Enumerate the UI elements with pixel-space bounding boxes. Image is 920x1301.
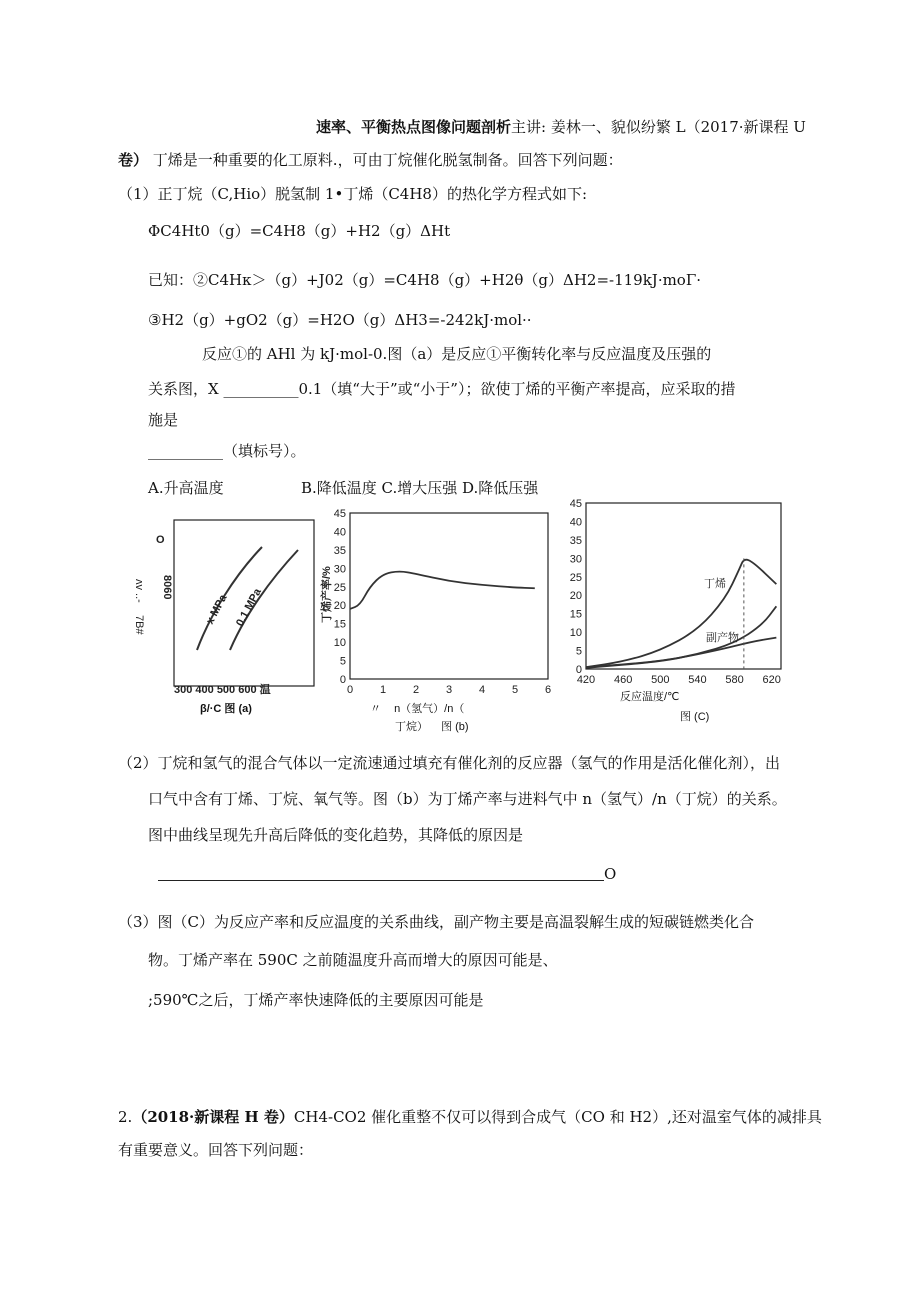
figure-c-xtick: 500 <box>651 674 670 686</box>
figure-a-xticks: 300 400 500 600 温 <box>174 684 271 696</box>
heading-line-1 <box>316 117 806 137</box>
q1-question-a: 反应①的 AHl 为 kJ·mol-0.图（a）是反应①平衡转化率与反应温度及压强的 <box>202 345 712 363</box>
q2-end-mark: O <box>604 865 617 883</box>
q4-number: 2. <box>118 1108 133 1126</box>
figure-b-xtick: 6 <box>544 684 552 696</box>
figure-c-ytick: 5 <box>575 645 582 658</box>
figure-a-curve-01-label: 0.1 MPa <box>234 586 264 629</box>
figure-c-series-line <box>586 560 776 667</box>
q4-line-1 <box>118 1107 822 1127</box>
q1-question-c: 施是 <box>148 411 179 429</box>
figure-b-series-line <box>350 572 535 609</box>
figure-b-ytick: 30 <box>333 563 346 576</box>
figure-c <box>562 495 787 695</box>
figure-b-ytick: 40 <box>333 526 346 539</box>
figure-c-ytick: 0 <box>575 664 582 676</box>
figure-b <box>318 505 558 695</box>
q1-equation-1: ΦC4Ht0（g）=C4H8（g）+H2（g）ΔHt <box>148 222 451 240</box>
figure-a <box>133 515 320 725</box>
q2-line-2: 口气中含有丁烯、丁烷、氧气等。图（b）为丁烯产率与进料气中 n（氢气）/n（丁烷）的关系。 <box>148 790 787 808</box>
q1-equation-2: 已知：②C4Hκ＞（g）+J02（g）=C4H8（g）+H2θ（g）ΔH2=-119kJ·moΓ· <box>148 271 702 289</box>
q4-source: （2018·新课程 H 卷） <box>132 1108 294 1126</box>
figure-b-ylabel: 丁烯产率/% <box>321 566 333 623</box>
figure-b-xtick: 4 <box>478 684 486 696</box>
figure-b-xlabel-row <box>370 700 464 716</box>
figure-b-xtick: 5 <box>511 684 519 696</box>
heading-line-2 <box>118 150 623 170</box>
figure-c-xlabel: 反应温度/℃ <box>620 691 680 703</box>
figure-a-ylabel-misc: ʌv ..- <box>133 579 145 603</box>
figure-b-ytick: 15 <box>333 618 346 631</box>
figure-a-ylabel-num: 8060 <box>161 575 173 600</box>
figure-c-series-line <box>586 606 776 668</box>
figure-c-frame <box>586 503 781 669</box>
figure-b-xtick: 2 <box>412 684 420 696</box>
figure-c-xtick: 460 <box>613 674 633 686</box>
figure-b-ytick: 35 <box>333 544 346 557</box>
figure-b-ytick: 45 <box>333 508 346 520</box>
figure-c-xtick: 540 <box>688 674 707 686</box>
figure-b-ytick: 25 <box>333 581 346 594</box>
lecturer-text: 主讲: 姜林一、貌似纷繁 L（2017·新课程 U <box>511 118 806 136</box>
figure-b-xlabel2: 丁烷） <box>395 721 428 733</box>
figure-b-xlabel-row2 <box>395 718 469 734</box>
figure-b-ytick: 0 <box>339 674 346 686</box>
q2-line-3: 图中曲线呈现先升高后降低的变化趋势，其降低的原因是 <box>148 826 524 844</box>
options-bcd: B.降低温度 C.增大压强 D.降低压强 <box>301 479 539 497</box>
figure-a-svg <box>133 515 320 725</box>
figure-c-ytick: 20 <box>569 590 582 603</box>
figure-c-caption: 图 (C) <box>680 711 710 723</box>
figure-b-caption: 图 (b) <box>441 721 469 733</box>
figure-b-svg <box>318 505 558 695</box>
figure-c-xtick: 620 <box>762 674 781 686</box>
figure-b-ytick: 5 <box>339 655 346 668</box>
figure-c-label-butene: 丁烯 <box>704 578 726 590</box>
figure-c-ytick: 35 <box>569 534 582 547</box>
q3-line-1: （3）图（C）为反应产率和反应温度的关系曲线，副产物主要是高温裂解生成的短碳链燃类化合 <box>118 913 755 931</box>
intro-text: 丁烯是一种重要的化工原料.，可由丁烷催化脱氢制备。回答下列问题： <box>152 151 623 169</box>
figure-c-ytick: 25 <box>569 571 582 584</box>
figure-c-xtick: 580 <box>725 674 744 686</box>
figure-c-xtick: 420 <box>576 674 596 686</box>
q1-question-b: 关系图，X __________0.1（填“大于”或“小于”）；欲使丁烯的平衡产率提高，应采取的措 <box>148 380 736 398</box>
option-a: A.升高温度 <box>148 479 224 497</box>
figure-c-ytick: 30 <box>569 553 582 566</box>
figure-c-label-byproduct: 副产物 <box>706 632 739 644</box>
figure-a-curve-x-label: x MPa <box>204 592 230 627</box>
figure-b-xlabel-prefix: 〃 <box>370 703 381 715</box>
q4-text: CH4-CO2 催化重整不仅可以得到合成气（CO 和 H2）,还对温室气体的减排具 <box>293 1108 822 1126</box>
figure-a-ylabel-top: O <box>156 534 165 546</box>
q1-equation-3: ③H2（g）+gO2（g）=H2O（g）ΔH3=-242kJ·mol·· <box>148 311 532 329</box>
figure-b-xtick: 1 <box>379 684 387 696</box>
q4-line-2: 有重要意义。回答下列问题： <box>118 1141 314 1159</box>
figure-b-frame <box>350 513 548 679</box>
figure-b-ytick: 20 <box>333 600 346 613</box>
figure-a-curve-01 <box>230 550 298 650</box>
q2-answer-line <box>158 880 604 881</box>
figure-b-xtick: 0 <box>346 684 354 696</box>
q2-line-1: （2）丁烷和氢气的混合气体以一定流速通过填充有催化剂的反应器（氢气的作用是活化催化剂），出 <box>118 754 781 772</box>
figure-c-ytick: 45 <box>569 498 582 510</box>
figure-a-caption: β/·C 图 (a) <box>200 703 252 715</box>
figure-b-ytick: 10 <box>333 637 346 650</box>
exam-source: 卷） <box>118 151 149 169</box>
figure-b-xtick: 3 <box>445 684 453 696</box>
q3-line-2: 物。丁烯产率在 590C 之前随温度升高而增大的原因可能是、 <box>148 951 558 969</box>
q3-line-3: ;590℃之后，丁烯产率快速降低的主要原因可能是 <box>148 991 484 1009</box>
figure-a-ylabel-misc2: 7B# <box>133 615 145 635</box>
figure-c-ytick: 40 <box>569 516 582 529</box>
q1-intro: （1）正丁烷（C,Hio）脱氢制 1•丁烯（C4H8）的热化学方程式如下: <box>118 185 588 203</box>
figure-c-ytick: 10 <box>569 627 582 640</box>
q1-question-d: __________（填标号）。 <box>148 442 306 460</box>
figure-b-xlabel: n（氢气）/n（ <box>394 703 465 715</box>
figure-c-ytick: 15 <box>569 608 582 621</box>
figure-c-svg <box>562 495 787 695</box>
page-title: 速率、平衡热点图像问题剖析 <box>316 118 512 136</box>
